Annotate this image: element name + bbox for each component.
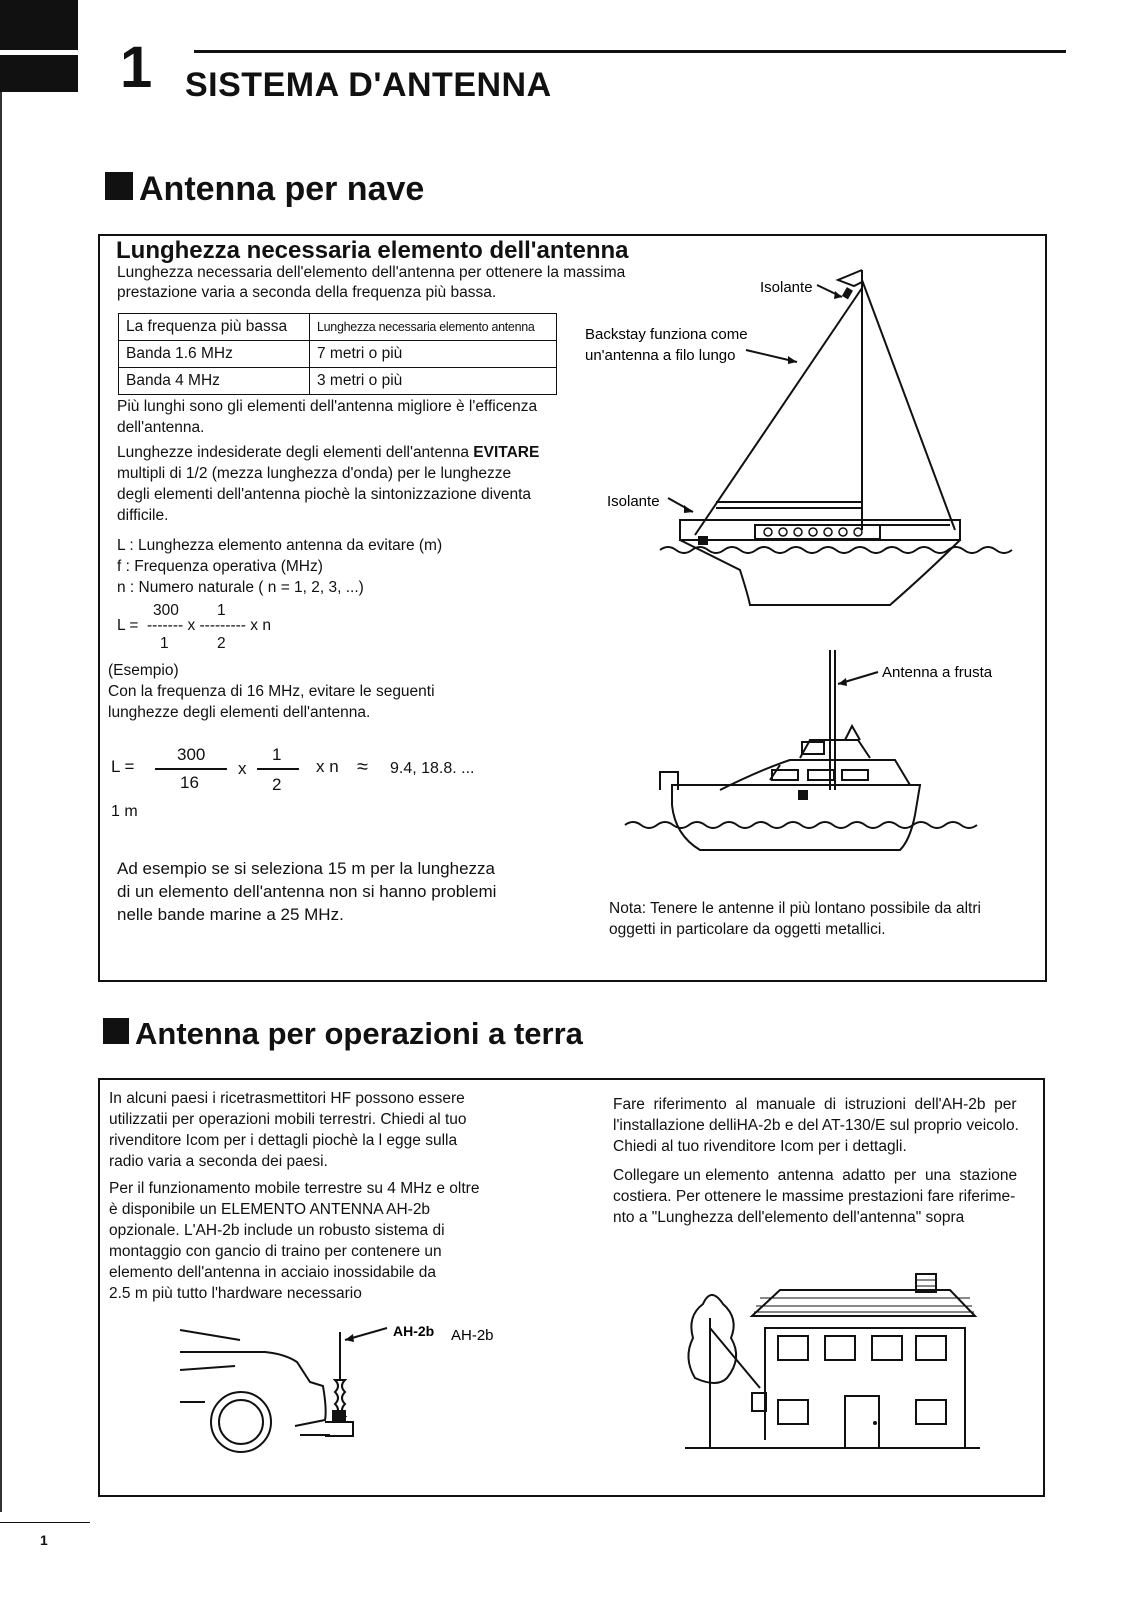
formula2-lhs: L = <box>111 757 135 776</box>
formula1-numerator-1: 300 <box>153 602 179 619</box>
table-header-row <box>119 314 557 341</box>
avoid-line-1: Lunghezze indesiderate degli elementi dell'antenna EVITARE <box>117 444 540 461</box>
table-row <box>119 341 557 368</box>
chapter-rule <box>194 50 1066 53</box>
definition-f: f : Frequenza operativa (MHz) <box>117 558 323 575</box>
land-right-line: Fare riferimento al manuale di istruzioni dell'AH-2b per <box>613 1096 1017 1113</box>
formula1-row: L = ------- x --------- x n <box>117 617 271 634</box>
chapter-title: SISTEMA D'ANTENNA <box>185 66 552 104</box>
table-row <box>119 368 557 395</box>
land-left2-line: Per il funzionamento mobile terrestre su 4 MHz e oltre <box>109 1180 480 1197</box>
label-isolante-top: Isolante <box>760 279 813 296</box>
subsection-title: Lunghezza necessaria elemento dell'antenna <box>116 237 629 264</box>
definition-L: L : Lunghezza elemento antenna da evitare (m) <box>117 537 443 554</box>
page-edge-line <box>0 92 2 1512</box>
land-left-line: rivenditore Icom per i dettagli piochè la l egge sulla <box>109 1132 458 1149</box>
label-whip-antenna: Antenna a frusta <box>882 664 993 681</box>
intro-line-1: Lunghezza necessaria dell'elemento dell'antenna per ottenere la massima <box>117 264 626 281</box>
land-left2-line: 2.5 m più tutto l'hardware necessario <box>109 1285 362 1302</box>
land-right2-line: nto a "Lunghezza dell'elemento dell'antenna" sopra <box>613 1209 965 1226</box>
land-left2-line: è disponibile un ELEMENTO ANTENNA AH-2b <box>109 1201 431 1218</box>
car-illustration <box>175 1310 515 1460</box>
land-right-line: Chiedi al tuo rivenditore Icom per i dettagli. <box>613 1138 907 1155</box>
example-line-2: lunghezze degli elementi dell'antenna. <box>108 704 371 721</box>
example-line-1: Con la frequenza di 16 MHz, evitare le seguenti <box>108 683 435 700</box>
table-header-cell: La frequenza più bassa <box>119 314 310 341</box>
frequency-table <box>118 313 557 395</box>
formula1-denominator-1: 1 <box>160 635 169 652</box>
table-cell: Banda 4 MHz <box>119 368 310 395</box>
motorboat-illustration <box>620 640 1040 870</box>
example-label: (Esempio) <box>108 662 179 679</box>
page-number: 1 <box>40 1532 48 1548</box>
house-illustration <box>680 1268 990 1458</box>
approx-symbol: ≈ <box>357 756 368 778</box>
efficiency-line-2: dell'antenna. <box>117 419 205 436</box>
formula2-denominator-2: 2 <box>272 775 282 794</box>
land-left-line: radio varia a seconda dei paesi. <box>109 1153 328 1170</box>
intro-line-2: prestazione varia a seconda della frequenza più bassa. <box>117 284 497 301</box>
table-cell: Banda 1.6 MHz <box>119 341 310 368</box>
table-cell: 7 metri o più <box>310 341 557 368</box>
definition-n: n : Numero naturale ( n = 1, 2, 3, ...) <box>117 579 364 596</box>
chapter-tab <box>0 0 78 92</box>
avoid-line-2: multipli di 1/2 (mezza lunghezza d'onda) per le lunghezze <box>117 465 512 482</box>
footer-rule <box>0 1522 90 1523</box>
formula2-times: x <box>238 759 247 778</box>
efficiency-line-1: Più lunghi sono gli elementi dell'antenna migliore è l'efficenza <box>117 398 538 415</box>
note-line-1: Nota: Tenere le antenne il più lontano possibile da altri <box>609 900 981 917</box>
section-heading-land: Antenna per operazioni a terra <box>103 1016 583 1052</box>
car-label: AH-2b <box>451 1327 494 1344</box>
fraction-bar <box>155 768 227 770</box>
formula1-denominator-2: 2 <box>217 635 226 652</box>
section-heading-ship: Antenna per nave <box>105 170 424 209</box>
land-left2-line: montaggio con gancio di traino per contenere un <box>109 1243 442 1260</box>
land-right2-line: costiera. Per ottenere le massime prestazioni fare riferime- <box>613 1188 1016 1205</box>
formula2-result: 9.4, 18.8. ... <box>390 760 475 777</box>
conclusion-line-3: nelle bande marine a 25 MHz. <box>117 905 344 924</box>
formula2-numerator-1: 300 <box>177 745 206 764</box>
square-bullet-icon <box>105 172 133 200</box>
land-left2-line: opzionale. L'AH-2b include un robusto sistema di <box>109 1222 445 1239</box>
formula2-times-n: x n <box>316 757 339 776</box>
unit-label: 1 m <box>111 803 138 820</box>
formula2-numerator-2: 1 <box>272 745 282 764</box>
table-header-cell: Lunghezza necessaria elemento antenna <box>310 314 557 341</box>
land-left2-line: elemento dell'antenna in acciaio inossidabile da <box>109 1264 436 1281</box>
land-right-line: l'installazione delliHA-2b e del AT-130/E sul proprio veicolo. <box>613 1117 1019 1134</box>
conclusion-line-2: di un elemento dell'antenna non si hanno problemi <box>117 882 497 901</box>
formula2-denominator-1: 16 <box>180 773 199 792</box>
label-isolante-low: Isolante <box>607 493 660 510</box>
car-label-bold: AH-2b <box>393 1323 435 1339</box>
fraction-bar <box>257 768 299 770</box>
note-line-2: oggetti in particolare da oggetti metallici. <box>609 921 886 938</box>
table-cell: 3 metri o più <box>310 368 557 395</box>
avoid-line-3: degli elementi dell'antenna piochè la sintonizzazione diventa <box>117 486 531 503</box>
square-bullet-icon <box>103 1018 129 1044</box>
avoid-line-4: difficile. <box>117 507 169 524</box>
label-backstay-2: un'antenna a filo lungo <box>585 347 736 364</box>
conclusion-line-1: Ad esempio se si seleziona 15 m per la lunghezza <box>117 859 495 878</box>
land-left-line: In alcuni paesi i ricetrasmettitori HF possono essere <box>109 1090 465 1107</box>
formula1-numerator-2: 1 <box>217 602 226 619</box>
label-backstay-1: Backstay funziona come <box>585 326 748 343</box>
chapter-number: 1 <box>120 35 153 100</box>
land-left-line: utilizzatii per operazioni mobili terrestri. Chiedi al tuo <box>109 1111 467 1128</box>
sailboat-illustration <box>580 250 1040 630</box>
land-right2-line: Collegare un elemento antenna adatto per una stazione <box>613 1167 1018 1184</box>
